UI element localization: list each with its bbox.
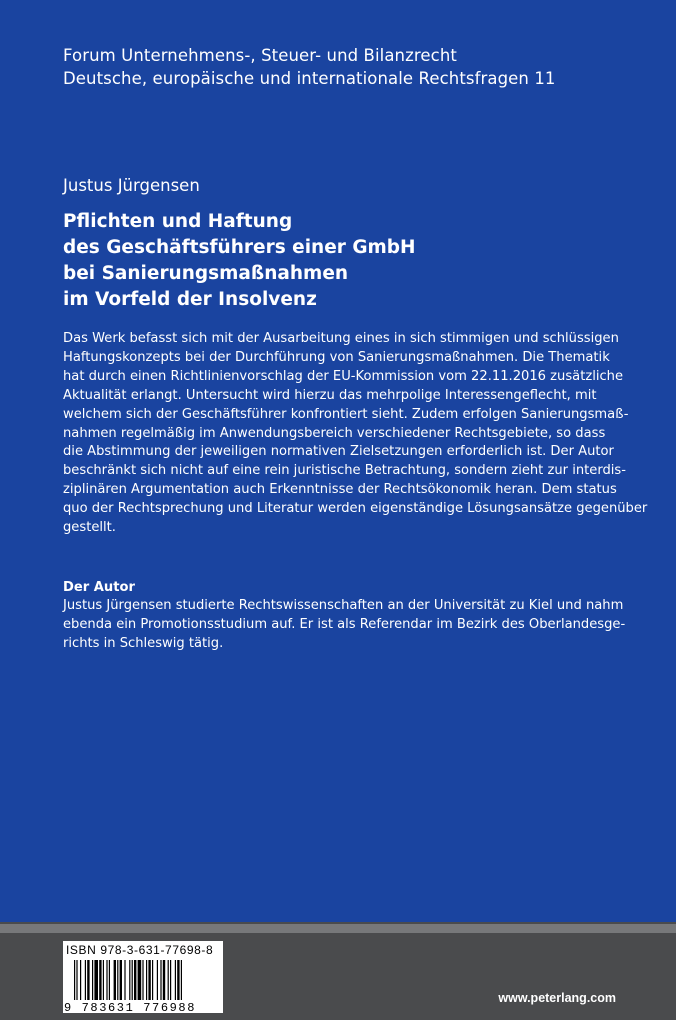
book-title bbox=[63, 209, 416, 313]
abstract-line: welchem sich der Geschäftsführer konfrontiert sieht. Zudem erfolgen Sanierungsmaß- bbox=[63, 406, 629, 422]
bio-line: ebenda ein Promotionsstudium auf. Er ist als Referendar im Bezirk des Oberlandesge- bbox=[63, 616, 626, 632]
abstract-line: ziplinären Argumentation auch Erkenntnisse der Rechtsökonomik heran. Dem status bbox=[63, 482, 617, 498]
series-line-1: Forum Unternehmens-, Steuer- und Bilanzrecht bbox=[63, 46, 457, 65]
abstract-line: hat durch einen Richtlinienvorschlag der EU-Kommission vom 22.11.2016 zusätzliche bbox=[63, 368, 624, 384]
bio-line: richts in Schleswig tätig. bbox=[63, 635, 224, 651]
abstract-line: nahmen regelmäßig im Anwendungsbereich verschiedener Rechtsgebiete, so dass bbox=[63, 425, 606, 441]
barcode-icon bbox=[74, 960, 218, 1004]
abstract-line: Aktualität erlangt. Untersucht wird hierzu das mehrpolige Interessengeflecht, mit bbox=[63, 387, 597, 403]
publisher-website: www.peterlang.com bbox=[498, 991, 616, 1005]
series-title bbox=[63, 44, 556, 90]
abstract-line: quo der Rechtsprechung und Literatur werden eigenständige Lösungsansätze gegenüber bbox=[63, 501, 648, 517]
title-line: Pflichten und Haftung bbox=[63, 211, 293, 232]
author-name: Justus Jürgensen bbox=[63, 176, 200, 195]
footer-stripe bbox=[0, 924, 676, 933]
abstract-line: gestellt. bbox=[63, 520, 116, 536]
abstract-line: Das Werk befasst sich mit der Ausarbeitung eines in sich stimmigen und schlüssigen bbox=[63, 331, 619, 346]
ean-digits: 9 783631 776988 bbox=[64, 1001, 197, 1015]
bio-line: Justus Jürgensen studierte Rechtswissenschaften an der Universität zu Kiel und nahm bbox=[63, 598, 624, 613]
abstract-line: Haftungskonzepts bei der Durchführung von Sanierungsmaßnahmen. Die Thematik bbox=[63, 349, 610, 365]
isbn-label: ISBN 978-3-631-77698-8 bbox=[66, 943, 214, 957]
series-line-2: Deutsche, europäische und internationale Rechtsfragen 11 bbox=[63, 69, 556, 88]
title-line: im Vorfeld der Insolvenz bbox=[63, 289, 317, 310]
abstract bbox=[63, 330, 648, 538]
title-line: des Geschäftsführers einer GmbH bbox=[63, 237, 416, 258]
abstract-line: die Abstimmung der jeweiligen normativen Zielsetzungen erforderlich ist. Der Autor bbox=[63, 444, 614, 460]
about-author-heading: Der Autor bbox=[63, 580, 135, 595]
abstract-line: beschränkt sich nicht auf eine rein juristische Betrachtung, sondern zieht zur interdis- bbox=[63, 463, 626, 479]
title-line: bei Sanierungsmaßnahmen bbox=[63, 263, 349, 284]
about-author-text bbox=[63, 597, 625, 654]
